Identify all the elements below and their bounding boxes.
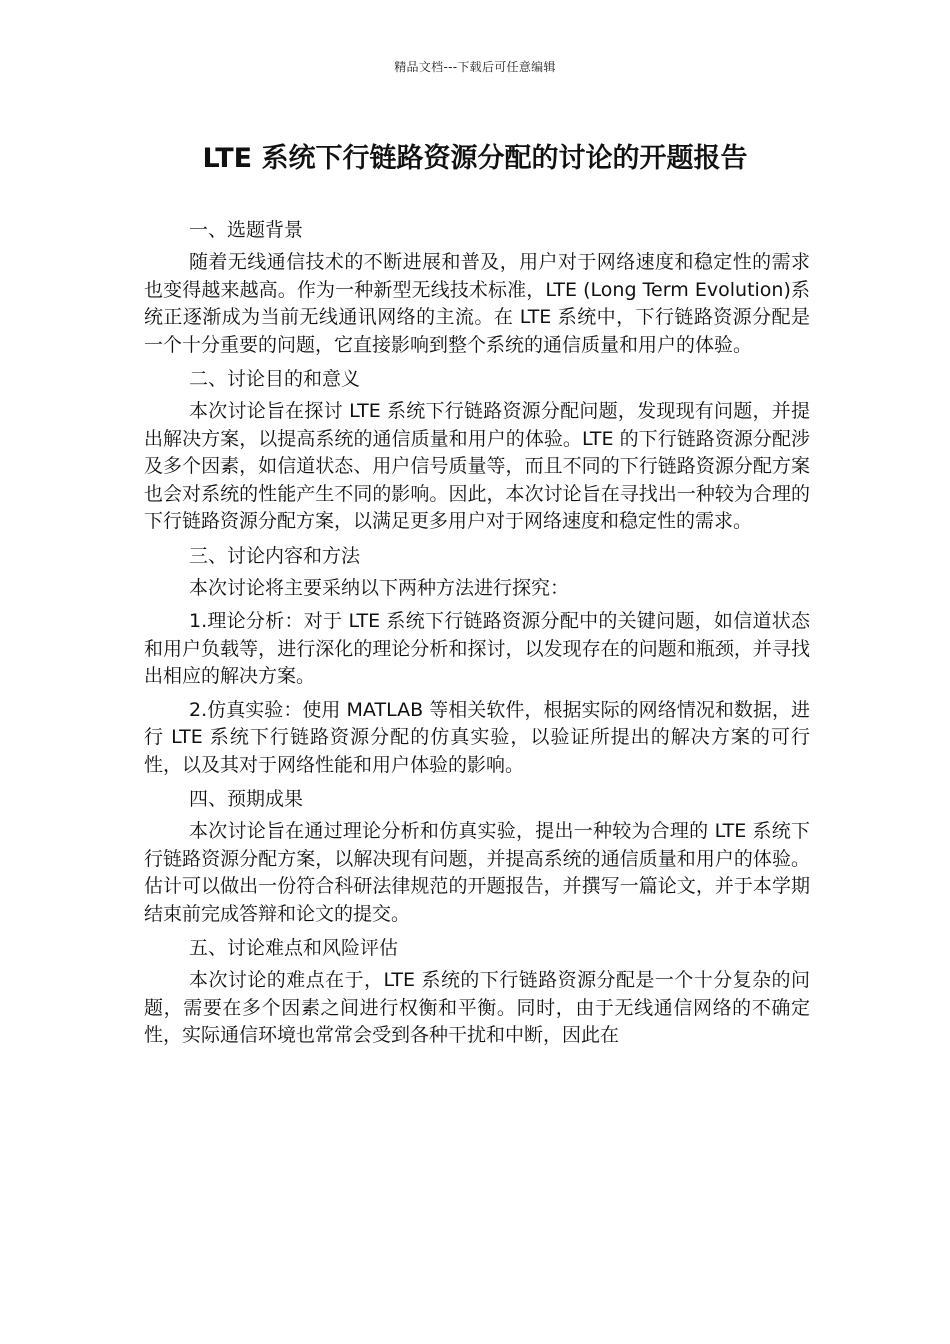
section-heading: 五、讨论难点和风险评估 xyxy=(189,937,399,959)
document-body xyxy=(144,216,810,1056)
paragraph: 本次讨论将主要采纳以下两种方法进行探究： xyxy=(189,576,570,599)
paragraph: 本次讨论的难点在于，LTE 系统的下行链路资源分配是一个十分复杂的问题，需要在多个因素之间进行权衡和平衡。同时，由于无线通信网络的不确定性，实际通信环境也常常会受到各种干扰和中断，因此在 xyxy=(144,969,810,1046)
document-title: LTE 系统下行链路资源分配的讨论的开题报告 xyxy=(202,143,748,174)
section-expected-results xyxy=(144,785,810,928)
paragraph: 本次讨论旨在探讨 LTE 系统下行链路资源分配问题，发现现有问题，并提出解决方案，以提高系统的通信质量和用户的体验。LTE 的下行链路资源分配涉及多个因素，如信道状态、用户信号质量等，而且不同的下行链路资源分配方案也会对系统的性能产生不同的影响。因此，本次讨论旨在寻找出一种较为合理的下行链路资源分配方案，以满足更多用户对于网络速度和稳定性的需求。 xyxy=(144,400,810,532)
section-difficulties xyxy=(144,934,810,1050)
section-methods xyxy=(144,542,810,780)
section-purpose xyxy=(144,365,810,536)
section-heading: 四、预期成果 xyxy=(189,788,304,810)
section-heading: 三、讨论内容和方法 xyxy=(189,544,361,567)
list-item-theory: 1.理论分析：对于 LTE 系统下行链路资源分配中的关键问题，如信道状态和用户负载等，进行深化的理论分析和探讨，以发现存在的问题和瓶颈，并寻找出相应的解决方案。 xyxy=(144,610,810,687)
section-heading: 一、选题背景 xyxy=(189,219,304,241)
header-note: 精品文档---下载后可任意编辑 xyxy=(394,60,556,74)
section-background xyxy=(144,216,810,359)
section-heading: 二、讨论目的和意义 xyxy=(189,368,361,390)
paragraph: 本次讨论旨在通过理论分析和仿真实验，提出一种较为合理的 LTE 系统下行链路资源分配方案，以解决现有问题，并提高系统的通信质量和用户的体验。估计可以做出一份符合科研法律规范的开题报告，并撰写一篇论文，并于本学期结束前完成答辩和论文的提交。 xyxy=(144,820,810,925)
paragraph: 随着无线通信技术的不断进展和普及，用户对于网络速度和稳定性的需求也变得越来越高。作为一种新型无线技术标准，LTE (Long Term Evolution)系统正逐渐成为当前无线通讯网络的主流。在 LTE 系统中，下行链路资源分配是一个十分重要的问题，它直接影响到整个系统的通信质量和用户的体验。 xyxy=(144,251,810,356)
list-item-simulation: 2.仿真实验：使用 MATLAB 等相关软件，根据实际的网络情况和数据，进行 LTE 系统下行链路资源分配的仿真实验，以验证所提出的解决方案的可行性，以及其对于网络性能和用户体验的影响。 xyxy=(144,698,810,776)
